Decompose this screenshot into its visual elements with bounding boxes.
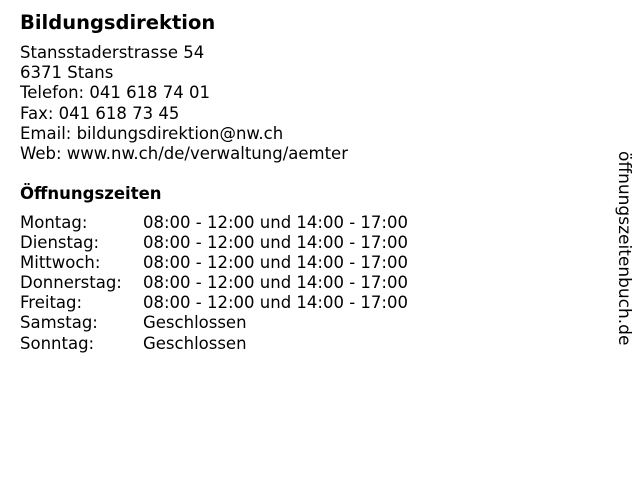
- day-label: Sonntag:: [20, 333, 95, 353]
- address-city: 6371 Stans: [20, 63, 114, 83]
- day-label: Montag:: [20, 213, 88, 232]
- contact-block: [20, 43, 348, 164]
- brand-watermark: [612, 133, 636, 363]
- email-line: Email: bildungsdirektion@nw.ch: [20, 123, 284, 143]
- time-value: Geschlossen: [143, 313, 247, 333]
- address-street: Stansstaderstrasse 54: [20, 43, 205, 62]
- opening-hours-heading: Öffnungszeiten: [20, 184, 162, 203]
- time-value: 08:00 - 12:00 und 14:00 - 17:00: [143, 293, 408, 313]
- day-label: Mittwoch:: [20, 253, 101, 273]
- time-value: 08:00 - 12:00 und 14:00 - 17:00: [143, 213, 408, 232]
- day-label: Samstag:: [20, 313, 98, 333]
- phone-line: Telefon: 041 618 74 01: [20, 83, 211, 103]
- time-value: Geschlossen: [143, 333, 247, 353]
- fax-line: Fax: 041 618 73 45: [20, 103, 180, 123]
- brand-text: öffnungszeitenbuch.de: [614, 150, 634, 346]
- office-title: Bildungsdirektion: [20, 11, 216, 34]
- time-value: 08:00 - 12:00 und 14:00 - 17:00: [143, 273, 408, 293]
- day-label: Dienstag:: [20, 233, 100, 253]
- day-label: Freitag:: [20, 293, 83, 313]
- web-line: Web: www.nw.ch/de/verwaltung/aemter: [20, 144, 348, 164]
- day-label: Donnerstag:: [20, 273, 122, 293]
- time-value: 08:00 - 12:00 und 14:00 - 17:00: [143, 233, 408, 253]
- time-value: 08:00 - 12:00 und 14:00 - 17:00: [143, 253, 408, 273]
